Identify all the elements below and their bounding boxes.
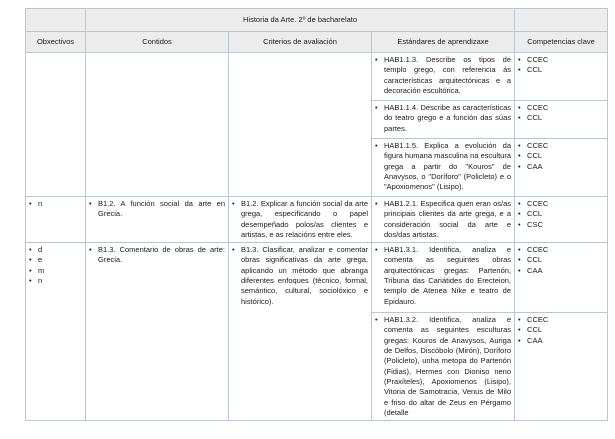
table-row: [26, 197, 608, 243]
title-blank-cell: [26, 9, 86, 32]
criteria-cell: [229, 53, 372, 197]
list-item: • HAB1.1.4. Describe as características do teatro grego e a función das súas partes.: [375, 103, 511, 134]
objectives-cell: [26, 53, 86, 197]
standards-cell: [372, 243, 515, 313]
list-item: • HAB1.3.1. Identifica, analiza e comenta as seguintes obras arquitectónicas gregas: Partenón, Tribuna das Cariátides do Erecteion, templo de Atenea Nike e teatro de Epidauro.: [375, 245, 511, 307]
list-item: • n: [29, 276, 82, 286]
list-item: • B1.3. Comentario de obras de arte: Grecia.: [89, 245, 225, 266]
list-item: • e: [29, 255, 82, 265]
standards-cell: [372, 313, 515, 421]
standards-cell: [372, 197, 515, 243]
standards-cell: [372, 101, 515, 139]
standards-cell: [372, 53, 515, 101]
table-row: [26, 53, 608, 101]
competences-cell: [515, 53, 608, 101]
list-item: • CCL: [518, 113, 604, 123]
list-item: • CAA: [518, 336, 604, 346]
list-item: • HAB1.3.2. Identifica, analiza e comenta as seguintes esculturas gregas: Kouros de Anavysos, Auriga de Delfos, Discóbolo (Mirón), Doríforo (Policleto), unha metopa do Partenón (Fidias), Hermes con Dioniso neno (Praxíteles), Apoxiomenos (Lisipo), Vitoria de Samotracia, Venus de Milo e friso do altar de Zeus en Pérgamo (detalle: [375, 315, 511, 418]
contents-cell: [86, 197, 229, 243]
header-objectives: Obxectivos: [26, 32, 86, 53]
list-item: • CSC: [518, 220, 604, 230]
list-item: • CCEC: [518, 55, 604, 65]
list-item: • CCEC: [518, 103, 604, 113]
title-row: [26, 9, 608, 32]
criteria-cell: [229, 243, 372, 421]
list-item: • CCL: [518, 209, 604, 219]
competences-cell: [515, 243, 608, 313]
list-item: • HAB1.1.5. Explica a evolución da figura humana masculina na escultura grega a partir do "Kouros" de Anavysos, o "Doríforo" (Policleto) e o "Apoxiomenos" (Lisipo).: [375, 141, 511, 192]
list-item: • HAB1.2.1. Especifica quen eran os/as principais clientes da arte grega, e a consideración social da arte e dos/das artistas.: [375, 199, 511, 240]
objectives-cell: [26, 243, 86, 421]
competences-cell: [515, 139, 608, 197]
list-item: • B1.2. A función social da arte en Grecia.: [89, 199, 225, 220]
header-row: [26, 32, 608, 53]
list-item: • d: [29, 245, 82, 255]
header-criteria: Criterios de avaliación: [229, 32, 372, 53]
header-competences: Competencias clave: [515, 32, 608, 53]
list-item: • CAA: [518, 162, 604, 172]
list-item: • m: [29, 266, 82, 276]
criteria-cell: [229, 197, 372, 243]
contents-cell: [86, 243, 229, 421]
list-item: • B1.3. Clasificar, analizar e comentar obras significativas da arte grega, aplicando un método que abranga diferentes enfoques (técnico, formal, semántico, cultural, sociolóxico e histórico).: [232, 245, 368, 307]
contents-cell: [86, 53, 229, 197]
curriculum-table: [25, 8, 608, 421]
list-item: • CCEC: [518, 315, 604, 325]
list-item: • B1.2. Explicar a función social da arte grega, especificando o papel desempeñado polos/as clientes e artistas, e as relacións entre eles.: [232, 199, 368, 240]
competences-cell: [515, 101, 608, 139]
list-item: • CCL: [518, 325, 604, 335]
objectives-cell: [26, 197, 86, 243]
list-item: • CCEC: [518, 199, 604, 209]
list-item: • HAB1.1.3. Describe os tipos de templo grego, con referencia ás características arquitectónicas e a decoración escultórica.: [375, 55, 511, 96]
competences-cell: [515, 313, 608, 421]
list-item: • CCL: [518, 65, 604, 75]
header-standards: Estándares de aprendizaxe: [372, 32, 515, 53]
competences-cell: [515, 197, 608, 243]
list-item: • CCL: [518, 255, 604, 265]
header-contents: Contidos: [86, 32, 229, 53]
standards-cell: [372, 139, 515, 197]
list-item: • n: [29, 199, 82, 209]
list-item: • CCEC: [518, 245, 604, 255]
list-item: • CCL: [518, 151, 604, 161]
table-title: Historia da Arte. 2º de bacharelato: [86, 9, 515, 32]
table-row: [26, 243, 608, 313]
list-item: • CAA: [518, 266, 604, 276]
list-item: • CCEC: [518, 141, 604, 151]
title-blank-cell: [515, 9, 608, 32]
